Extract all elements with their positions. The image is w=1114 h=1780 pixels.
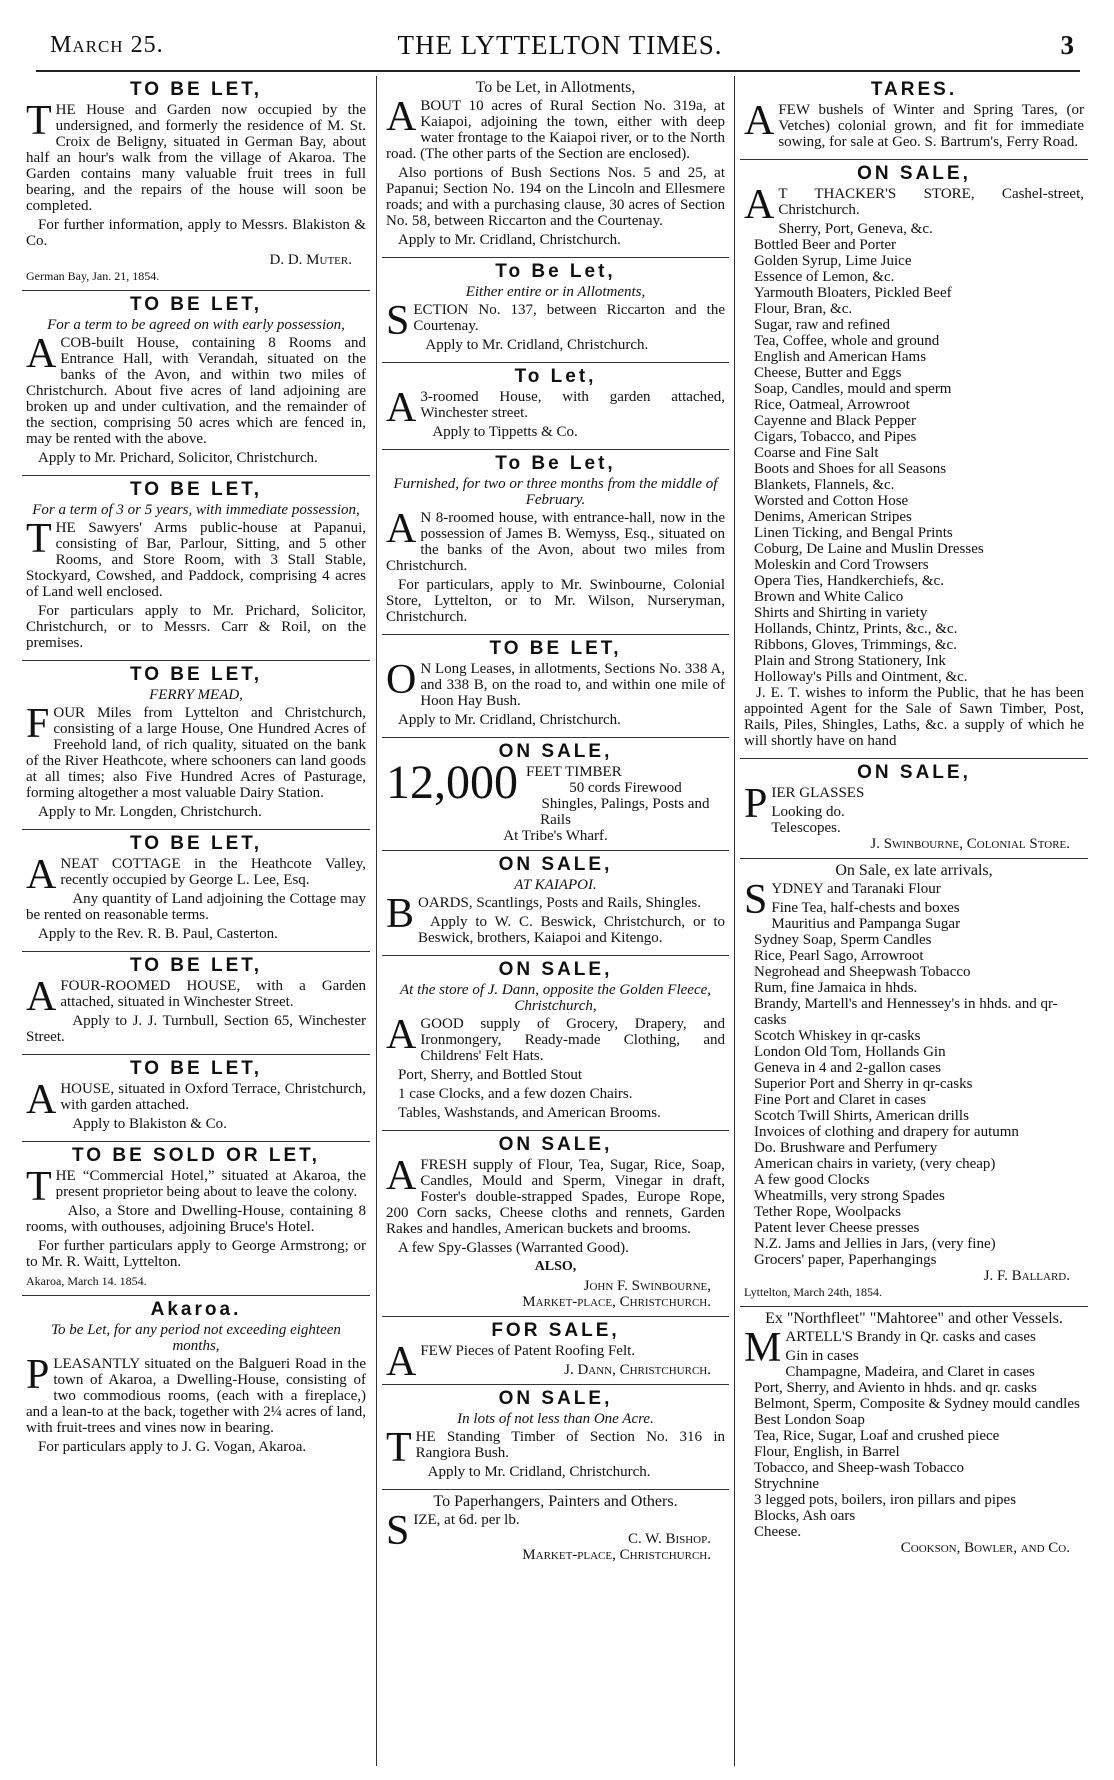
newspaper-title: THE LYTTELTON TIMES. — [397, 30, 723, 60]
ad-subheading: FERRY MEAD, — [149, 687, 243, 703]
page-number: 3 — [1060, 30, 1074, 60]
ad-subheading: For a term to be agreed on with early possession, — [47, 317, 345, 333]
drop-cap: T — [26, 516, 52, 562]
list-item: Flour, English, in Barrel — [754, 1444, 900, 1460]
ad-body — [26, 701, 366, 801]
ad-heading: TO BE LET, — [129, 955, 263, 976]
ad-body: Apply to Mr. Cridland, Christchurch. — [427, 1464, 651, 1480]
ad-heading: To Be Let, — [495, 453, 616, 474]
list-item: Brown and White Calico — [754, 589, 904, 605]
signature: J. Swinbourne, Colonial Store. — [870, 836, 1070, 852]
ad-body: Apply to Mr. Cridland, Christchurch. — [425, 337, 649, 353]
ad-body — [386, 94, 725, 162]
ad-body — [26, 331, 366, 447]
ad-subheading: Either entire or in Allotments, — [465, 284, 646, 300]
ad-subheading: To be Let, for any period not exceeding eighteen months, — [51, 1322, 341, 1354]
ad-heading: TO BE LET, — [129, 833, 263, 854]
list-item: Rum, fine Jamaica in hhds. — [754, 980, 918, 996]
ad-heading: To Paperhangers, Painters and Others. — [433, 1493, 678, 1510]
drop-cap: A — [386, 1153, 417, 1199]
list-item: Soap, Candles, mould and sperm — [754, 381, 952, 397]
list-item: Brandy, Martell's and Hennessey's in hhds. and qr-casks — [754, 996, 1058, 1028]
ad-body: 1 case Clocks, and a few dozen Chairs. — [398, 1086, 633, 1102]
advertisement — [740, 160, 1088, 759]
list-item: Tether Rope, Woolpacks — [754, 1204, 902, 1220]
list-item: Tea, Coffee, whole and ground — [754, 333, 940, 349]
drop-cap: T — [26, 1164, 52, 1210]
list-item: Sydney Soap, Sperm Candles — [754, 932, 932, 948]
list-item: Yarmouth Bloaters, Pickled Beef — [754, 285, 952, 301]
ad-line: FEET TIMBER — [526, 764, 622, 780]
ad-body — [386, 657, 725, 709]
ad-subheading: At the store of J. Dann, opposite the Golden Fleece, Christchurch, — [399, 982, 712, 1014]
ad-body: A few Spy-Glasses (Warranted Good). — [398, 1240, 629, 1256]
list-item: Opera Ties, Handkerchiefs, &c. — [754, 573, 944, 589]
ad-text: OUR Miles from Lyttelton and Christchurch, consisting of a large House, One Hundred Acres of Freehold land, of rich quality, situated on the bank of the River Heathcote, where schooners can land goods at all times; also Five Hundred Acres of Pasturage, forming altogether a most valuable Dairy Station. — [26, 705, 366, 801]
list-item: Plain and Strong Stationery, Ink — [754, 653, 946, 669]
ad-body — [26, 98, 366, 214]
advertisement — [382, 1490, 729, 1569]
ad-text: HE Sawyers' Arms public-house at Papanui, consisting of Bar, Parlour, Sitting, and 5 other Rooms, and Store Room, with 3 Stall Stable, Stockyard, Cowshed, and Paddock, comprising 4 acres of Land well enclosed. — [26, 520, 366, 600]
ad-body: Also, a Store and Dwelling-House, containing 8 rooms, with outhouses, adjoining Bruce's Hotel. — [26, 1203, 366, 1235]
list-item: Negrohead and Sheepwash Tobacco — [754, 964, 971, 980]
list-item: Fine Port and Claret in cases — [754, 1092, 927, 1108]
drop-cap: A — [26, 331, 57, 377]
signature-address: Market-place, Christchurch. — [522, 1547, 711, 1563]
list-item: Cigars, Tobacco, and Pipes — [754, 429, 917, 445]
list-item: American chairs in variety, (very cheap) — [754, 1156, 996, 1172]
drop-cap: T — [386, 1425, 412, 1471]
ad-body — [386, 1425, 725, 1471]
list-item: Do. Brushware and Perfumery — [754, 1140, 938, 1156]
ad-body — [26, 516, 366, 600]
also-label: ALSO, — [534, 1259, 577, 1274]
drop-cap: T — [26, 98, 52, 144]
list-item: Invoices of clothing and drapery for autumn — [754, 1124, 1019, 1140]
list-item: Ribbons, Gloves, Trimmings, &c. — [754, 637, 957, 653]
ad-text: FRESH supply of Flour, Tea, Sugar, Rice, Soap, Candles, Mould and Sperm, Vinegar in draft, Foster's double-strapped Spades, Europe Rope, 200 Corn sacks, Cheese cloths and rennets, Garden Rakes and handles, American buckets and brooms. — [386, 1157, 725, 1237]
advertisement — [22, 291, 370, 476]
ad-heading: To Let, — [514, 366, 597, 387]
list-item: Fine Tea, half-chests and boxes — [771, 900, 960, 916]
drop-cap: S — [386, 298, 410, 344]
ad-text: LEASANTLY situated on the Balgueri Road in the town of Akaroa, a Dwelling-House, consisting of two commodious rooms, (each with a fireplace,) and a lean-to at the back, together with 2¼ acres of land, with fruit-trees and vines now in bearing. — [26, 1356, 366, 1436]
advertisement — [382, 258, 729, 363]
list-item: Superior Port and Sherry in qr-casks — [754, 1076, 973, 1092]
ad-body: Also portions of Bush Sections Nos. 5 and 25, at Papanui; Section No. 194 on the Lincoln and Ellesmere roads; and with a purchasing clause, 30 acres of Section No. 58, between Riccarton and the Courtenay. — [386, 165, 725, 229]
list-item: Best London Soap — [754, 1412, 865, 1428]
ad-heading: ON SALE, — [498, 1388, 613, 1409]
masthead-rule — [36, 70, 1080, 72]
advertisement — [382, 635, 729, 738]
ad-body — [26, 852, 366, 898]
ad-text: NEAT COTTAGE in the Heathcote Valley, recently occupied by George L. Lee, Esq. — [60, 856, 366, 888]
drop-cap: P — [744, 781, 768, 827]
ad-date: German Bay, Jan. 21, 1854. — [26, 269, 160, 283]
column-divider — [734, 76, 735, 1766]
list-item: Blocks, Ash oars — [754, 1508, 856, 1524]
ad-text: OARDS, Scantlings, Posts and Rails, Shingles. — [418, 895, 701, 911]
ad-heading: ON SALE, — [498, 854, 613, 875]
list-item: Champagne, Madeira, and Claret in cases — [785, 1364, 1035, 1380]
list-item: London Old Tom, Hollands Gin — [754, 1044, 946, 1060]
ad-body: For particulars apply to J. G. Vogan, Akaroa. — [38, 1439, 307, 1455]
advertisement — [740, 76, 1088, 160]
ad-body: Any quantity of Land adjoining the Cottage may be rented on reasonable terms. — [26, 891, 366, 923]
drop-cap: A — [386, 385, 417, 431]
list-item: Mauritius and Pampanga Sugar — [771, 916, 961, 932]
ad-body: For further particulars apply to George Armstrong; or to Mr. R. Waitt, Lyttelton. — [26, 1238, 366, 1270]
ad-body — [26, 1164, 366, 1210]
ad-text: HE House and Garden now occupied by the undersigned, and formerly the residence of M. St. Croix de Beligny, situated in German Bay, about half an hour's walk from the village of Akaroa. The Garden contains many valuable fruit trees in full bearing, and the repairs of the house will soon be completed. — [26, 102, 366, 214]
advertisement — [22, 1296, 370, 1464]
ad-text: COB-built House, containing 8 Rooms and Entrance Hall, with Verandah, situated on the banks of the Avon, and within two miles of Christchurch. About five acres of land adjoining are broken up and under cultivation, and the remainder of the section, comprising 50 acres which are fenced in, may be rented with the above. — [26, 335, 366, 447]
advertisement — [740, 759, 1088, 859]
ad-text: GOOD supply of Grocery, Drapery, and Ironmongery, Ready-made Clothing, and Childrens' Felt Hats. — [420, 1016, 725, 1064]
masthead — [40, 28, 1080, 62]
advertisement — [382, 76, 729, 258]
ad-body — [26, 1352, 366, 1436]
ad-body — [744, 98, 1084, 150]
ad-subheading: Furnished, for two or three months from the middle of February. — [393, 476, 718, 508]
issue-date: March 25. — [50, 32, 164, 58]
ad-heading: To be Let, in Allotments, — [475, 79, 636, 96]
advertisement — [22, 830, 370, 952]
ad-text: T THACKER'S STORE, Cashel-street, Christchurch. — [778, 186, 1084, 218]
ad-line: 50 cords Firewood — [569, 780, 682, 796]
column-divider — [376, 76, 377, 1766]
ad-text: HE Standing Timber of Section No. 316 in Rangiora Bush. — [415, 1429, 725, 1461]
drop-cap: P — [26, 1352, 50, 1398]
ad-body: Apply to Mr. Prichard, Solicitor, Christchurch. — [38, 450, 318, 466]
ad-heading: TO BE LET, — [129, 1058, 263, 1079]
timber-block — [386, 756, 725, 844]
list-item: Sugar, raw and refined — [754, 317, 891, 333]
advertisement — [22, 1142, 370, 1296]
drop-cap: A — [386, 94, 417, 140]
ad-heading: TO BE SOLD OR LET, — [72, 1145, 320, 1166]
ad-text: FEW Pieces of Patent Roofing Felt. — [420, 1343, 636, 1359]
list-item: Rice, Oatmeal, Arrowroot — [754, 397, 910, 413]
list-item: A few good Clocks — [754, 1172, 870, 1188]
ad-body: Apply to Mr. Cridland, Christchurch. — [398, 232, 621, 248]
list-item: Sherry, Port, Geneva, &c. — [778, 221, 933, 237]
drop-cap: A — [744, 98, 775, 144]
signature: C. W. Bishop. — [627, 1531, 711, 1547]
drop-cap: A — [26, 974, 57, 1020]
ad-subheading: In lots of not less than One Acre. — [457, 1411, 654, 1427]
timber-quantity: 12,000 — [386, 756, 518, 809]
advertisement — [382, 1385, 729, 1490]
drop-cap: O — [386, 657, 417, 703]
advertisement — [382, 851, 729, 956]
ad-heading: TO BE LET, — [129, 294, 263, 315]
ad-text: BOUT 10 acres of Rural Section No. 319a, at Kaiapoi, adjoining the town, either with deep water frontage to the Kaiapoi river, or to the North road. (The other parts of the Section are enclosed). — [386, 98, 725, 162]
ad-body: Tables, Washstands, and American Brooms. — [398, 1105, 661, 1121]
list-item: Geneva in 4 and 2-gallon cases — [754, 1060, 942, 1076]
list-item: Denims, American Stripes — [754, 509, 912, 525]
ad-subheading: AT KAIAPOI. — [514, 877, 597, 893]
ad-text: 3-roomed House, with garden attached, Winchester street. — [420, 389, 725, 421]
ad-heading: ON SALE, — [498, 959, 613, 980]
list-item: Bottled Beer and Porter — [754, 237, 897, 253]
ad-body — [386, 1012, 725, 1064]
drop-cap: A — [26, 1077, 57, 1123]
ad-subheading: For a term of 3 or 5 years, with immediate possession, — [32, 502, 360, 518]
advertisement — [382, 450, 729, 635]
advertisement — [382, 363, 729, 450]
list-item: Scotch Twill Shirts, American drills — [754, 1108, 969, 1124]
item-list — [744, 804, 1084, 836]
ad-heading: TARES. — [870, 79, 958, 100]
list-item: 3 legged pots, boilers, iron pillars and pipes — [754, 1492, 1017, 1508]
ad-body: Apply to the Rev. R. B. Paul, Casterton. — [38, 926, 278, 942]
list-item: Hollands, Chintz, Prints, &c., &c. — [754, 621, 958, 637]
ad-text: FEW bushels of Winter and Spring Tares, (or Vetches) colonial grown, and fit for immediate sowing, for sale at Geo. S. Bartrum's, Ferry Road. — [778, 102, 1084, 150]
item-list — [744, 1348, 1084, 1540]
ad-text: N 8-roomed house, with entrance-hall, now in the possession of James B. Wemyss, Esq., situated on the banks of the Avon, about two miles from Christchurch. — [386, 510, 725, 574]
signature: J. Dann, Christchurch. — [564, 1362, 711, 1378]
list-item: Patent lever Cheese presses — [754, 1220, 920, 1236]
list-item: Shirts and Shirting in variety — [754, 605, 928, 621]
ad-body: For particulars, apply to Mr. Swinbourne, Colonial Store, Lyttelton, or to Mr. Wilson, Nurseryman, Christchurch. — [386, 577, 725, 625]
column-2 — [382, 76, 729, 1766]
ad-body — [26, 974, 366, 1020]
list-item: Cayenne and Black Pepper — [754, 413, 917, 429]
ad-text: ECTION No. 137, between Riccarton and the Courtenay. — [413, 302, 725, 334]
ad-body: For further information, apply to Messrs. Blakiston & Co. — [26, 217, 366, 249]
ad-heading: FOR SALE, — [491, 1320, 620, 1341]
column-3 — [740, 76, 1088, 1766]
ad-date: Lyttelton, March 24th, 1854. — [744, 1285, 882, 1299]
drop-cap: A — [386, 506, 417, 552]
item-list — [744, 900, 1084, 1268]
ad-body: Apply to Mr. Cridland, Christchurch. — [398, 712, 621, 728]
advertisement — [22, 76, 370, 291]
ad-text: IER GLASSES — [771, 785, 865, 801]
ad-body — [744, 182, 1084, 228]
ad-body — [26, 1077, 366, 1123]
list-item: Rice, Pearl Sago, Arrowroot — [754, 948, 924, 964]
ad-heading: TO BE LET, — [489, 638, 622, 659]
list-item: Flour, Bran, &c. — [754, 301, 853, 317]
ad-text: ARTELL'S Brandy in Qr. casks and cases — [785, 1329, 1036, 1345]
list-item: Tea, Rice, Sugar, Loaf and crushed piece — [754, 1428, 1000, 1444]
advertisement — [22, 476, 370, 661]
ad-body: Apply to Blakiston & Co. — [72, 1116, 227, 1132]
ad-text: HOUSE, situated in Oxford Terrace, Christchurch, with garden attached. — [60, 1081, 366, 1113]
item-list — [744, 221, 1084, 685]
signature-address: Market-place, Christchurch. — [522, 1294, 711, 1310]
ad-heading: TO BE LET, — [129, 79, 263, 100]
signature: John F. Swinbourne, — [583, 1278, 711, 1294]
column-1 — [22, 76, 370, 1766]
ad-line: At Tribe's Wharf. — [503, 828, 608, 844]
list-item: Boots and Shoes for all Seasons — [754, 461, 947, 477]
ad-body: For particulars apply to Mr. Prichard, Solicitor, Christchurch, or to Messrs. Carr & Roil, on the premises. — [26, 603, 366, 651]
ad-heading: To Be Let, — [495, 261, 616, 282]
ad-heading: On Sale, ex late arrivals, — [835, 862, 993, 879]
list-item: Grocers' paper, Paperhangings — [754, 1252, 937, 1268]
list-item: Coarse and Fine Salt — [754, 445, 879, 461]
ad-heading: TO BE LET, — [129, 664, 263, 685]
list-item: Cheese, Butter and Eggs — [754, 365, 902, 381]
ad-body: Port, Sherry, and Bottled Stout — [398, 1067, 583, 1083]
list-item: Essence of Lemon, &c. — [754, 269, 895, 285]
ad-body: Apply to J. J. Turnbull, Section 65, Winchester Street. — [26, 1013, 366, 1045]
list-item: Telescopes. — [771, 820, 841, 836]
ad-text: IZE, at 6d. per lb. — [413, 1512, 520, 1528]
ad-heading: Akaroa. — [150, 1299, 242, 1320]
list-item: Port, Sherry, and Aviento in hhds. and qr. casks — [754, 1380, 1037, 1396]
list-item: Linen Ticking, and Bengal Prints — [754, 525, 953, 541]
ad-text: YDNEY and Taranaki Flour — [771, 881, 941, 897]
drop-cap: M — [744, 1325, 782, 1371]
advertisement — [382, 1317, 729, 1385]
ad-body — [386, 506, 725, 574]
advertisement — [382, 738, 729, 851]
ad-date: Akaroa, March 14. 1854. — [26, 1274, 147, 1288]
advertisement — [740, 859, 1088, 1307]
ad-heading: ON SALE, — [857, 163, 971, 184]
list-item: English and American Hams — [754, 349, 927, 365]
ad-body: Apply to Tippetts & Co. — [432, 424, 578, 440]
ad-body: J. E. T. wishes to inform the Public, that he has been appointed Agent for the Sale of Sawn Timber, Post, Rails, Piles, Shingles, Laths, &c. a supply of which he will shortly have on hand — [744, 685, 1084, 749]
ad-text: HE “Commercial Hotel,” situated at Akaroa, the present proprietor being about to leave the colony. — [55, 1168, 366, 1200]
advertisement — [22, 661, 370, 830]
ad-heading: Ex "Northfleet" "Mahtoree" and other Vessels. — [765, 1310, 1063, 1327]
ad-body: Apply to W. C. Beswick, Christchurch, or to Beswick, brothers, Kaiapoi and Kitengo. — [418, 914, 725, 946]
drop-cap: S — [386, 1508, 410, 1554]
list-item: Worsted and Cotton Hose — [754, 493, 909, 509]
drop-cap: A — [386, 1339, 417, 1385]
list-item: Golden Syrup, Lime Juice — [754, 253, 912, 269]
drop-cap: S — [744, 877, 768, 923]
list-item: N.Z. Jams and Jellies in Jars, (very fine) — [754, 1236, 996, 1252]
list-item: Looking do. — [771, 804, 845, 820]
ad-heading: ON SALE, — [498, 1134, 613, 1155]
ad-line: Shingles, Palings, Posts and Rails — [540, 796, 710, 828]
advertisement — [740, 1307, 1088, 1562]
list-item: Belmont, Sperm, Composite & Sydney mould candles — [754, 1396, 1080, 1412]
ad-heading: TO BE LET, — [129, 479, 263, 500]
drop-cap: A — [744, 182, 775, 228]
signature: Cookson, Bowler, and Co. — [900, 1540, 1070, 1556]
ad-body — [386, 385, 725, 431]
list-item: Moleskin and Cord Trowsers — [754, 557, 929, 573]
drop-cap: A — [26, 852, 57, 898]
list-item: Coburg, De Laine and Muslin Dresses — [754, 541, 984, 557]
list-item: Gin in cases — [785, 1348, 859, 1364]
ad-body — [386, 1153, 725, 1237]
advertisement — [22, 952, 370, 1055]
list-item: Wheatmills, very strong Spades — [754, 1188, 945, 1204]
advertisement — [382, 1131, 729, 1317]
ad-body — [386, 298, 725, 344]
ad-text: FOUR-ROOMED HOUSE, with a Garden attached, situated in Winchester Street. — [60, 978, 366, 1010]
ad-heading: ON SALE, — [498, 741, 613, 762]
drop-cap: A — [386, 1012, 417, 1058]
list-item: Holloway's Pills and Ointment, &c. — [754, 669, 968, 685]
ad-heading: ON SALE, — [857, 762, 971, 783]
list-item: Cheese. — [754, 1524, 802, 1540]
list-item: Tobacco, and Sheep-wash Tobacco — [754, 1460, 965, 1476]
signature: D. D. Muter. — [269, 252, 352, 268]
signature: J. F. Ballard. — [983, 1268, 1070, 1284]
ad-text: N Long Leases, in allotments, Sections No. 338 A, and 338 B, on the road to, and within one mile of Hoon Hay Bush. — [420, 661, 725, 709]
drop-cap: B — [386, 891, 415, 937]
advertisement — [22, 1055, 370, 1142]
ad-body: Apply to Mr. Longden, Christchurch. — [38, 804, 262, 820]
list-item: Strychnine — [754, 1476, 819, 1492]
list-item: Blankets, Flannels, &c. — [754, 477, 895, 493]
list-item: Scotch Whiskey in qr-casks — [754, 1028, 921, 1044]
advertisement — [382, 956, 729, 1131]
drop-cap: F — [26, 701, 50, 747]
